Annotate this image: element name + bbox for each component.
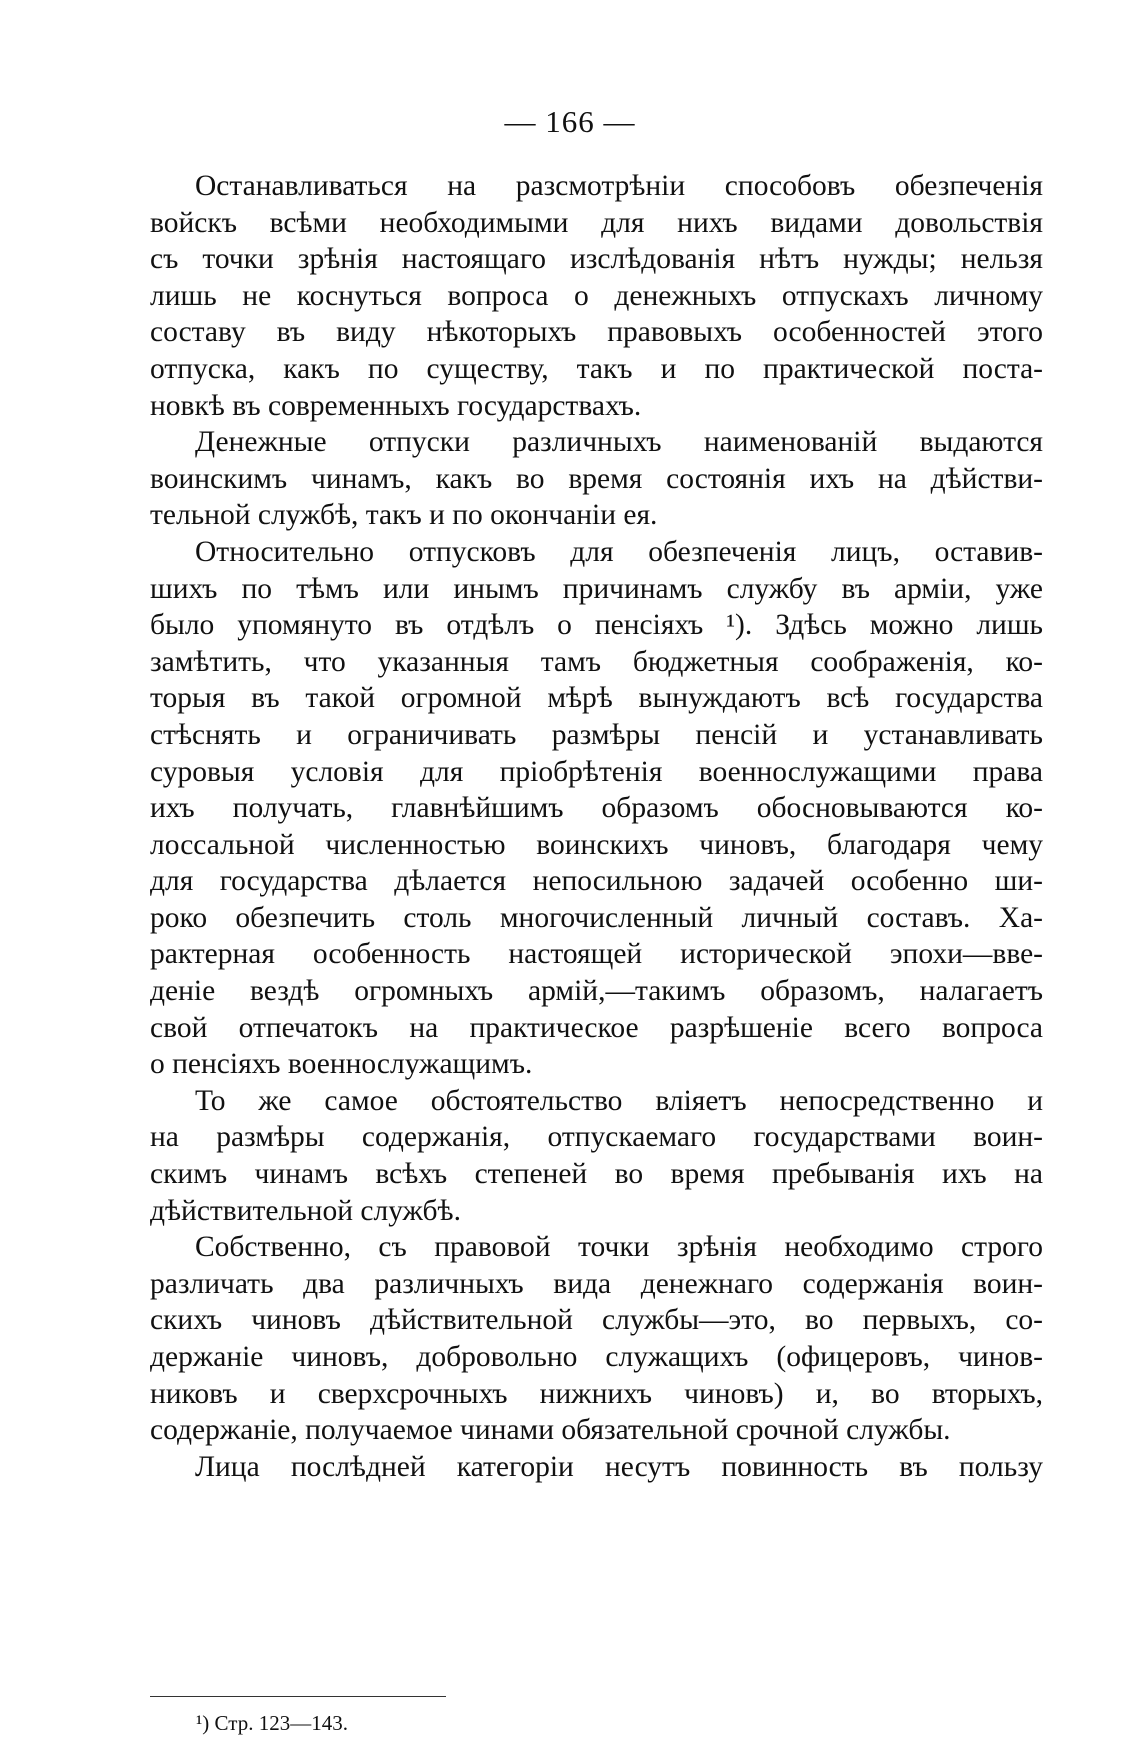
- text-line: стѣснять и ограничивать размѣры пенсій и устанавливать: [150, 718, 1043, 751]
- text-line: рактерная особенность настоящей исторической эпохи—вве-: [150, 938, 1043, 971]
- text-line: съ точки зрѣнія настоящаго изслѣдованія нѣтъ нужды; нельзя: [150, 243, 1043, 276]
- text-line: торыя въ такой огромной мѣрѣ вынуждаютъ всѣ государства: [150, 682, 1043, 715]
- text-line: ихъ получать, главнѣйшимъ образомъ обосновываются ко-: [150, 792, 1043, 825]
- footnote-marker: ¹): [196, 1711, 210, 1735]
- text-line: скихъ чиновъ дѣйствительной службы—это, во первыхъ, со-: [150, 1304, 1043, 1337]
- text-line: было упомянуто въ отдѣлъ о пенсіяхъ ¹). Здѣсь можно лишь: [150, 609, 1043, 642]
- text-line: отпуска, какъ по существу, такъ и по практической поста-: [150, 352, 1043, 385]
- paragraph: [150, 168, 1043, 424]
- text-line: на размѣры содержанія, отпускаемаго государствами воин-: [150, 1121, 1043, 1154]
- text-line: содержаніе, получаемое чинами обязательной срочной службы.: [150, 1414, 951, 1447]
- text-line: держаніе чиновъ, добровольно служащихъ (офицеровъ, чинов-: [150, 1341, 1043, 1373]
- paragraph: [150, 1449, 1043, 1486]
- text-line: составу въ виду нѣкоторыхъ правовыхъ особенностей этого: [150, 316, 1043, 349]
- text-line: о пенсіяхъ военнослужащимъ.: [150, 1048, 533, 1081]
- text-line: скимъ чинамъ всѣхъ степеней во время пребыванія ихъ на: [150, 1158, 1043, 1191]
- text-line: свой отпечатокъ на практическое разрѣшеніе всего вопроса: [150, 1011, 1043, 1044]
- text-line: Денежные отпуски различныхъ наименованій выдаются: [195, 426, 1043, 459]
- page-number: — 166 —: [504, 104, 636, 139]
- text-line: суровыя условія для пріобрѣтенія военнослужащими права: [150, 755, 1043, 788]
- paragraph: [150, 534, 1043, 1083]
- text-line: Относительно отпусковъ для обезпеченія лицъ, оставив-: [195, 535, 1043, 568]
- text-line: никовъ и сверхсрочныхъ нижнихъ чиновъ) и, во вторыхъ,: [150, 1377, 1043, 1410]
- text-line: Лица послѣдней категоріи несутъ повинность въ пользу: [195, 1450, 1043, 1483]
- text-line: войскъ всѣми необходимыми для нихъ видами довольствія: [150, 206, 1043, 239]
- paragraph: [150, 1229, 1043, 1449]
- footnote-text: Стр. 123—143.: [214, 1711, 348, 1735]
- text-line: деніе вездѣ огромныхъ армій,—такимъ образомъ, налагаетъ: [150, 975, 1043, 1008]
- text-line: лишь не коснуться вопроса о денежныхъ отпускахъ личному: [150, 279, 1043, 312]
- text-line: Останавливаться на разсмотрѣніи способовъ обезпеченія: [195, 170, 1043, 202]
- text-line: лоссальной численностью воинскихъ чиновъ, благодаря чему: [150, 828, 1043, 861]
- body-text: [150, 168, 1043, 1485]
- text-line: для государства дѣлается непосильною задачей особенно ши-: [150, 865, 1043, 898]
- footnote: [196, 1710, 348, 1736]
- text-line: То же самое обстоятельство вліяетъ непосредственно и: [195, 1084, 1043, 1117]
- text-line: Собственно, съ правовой точки зрѣнія необходимо строго: [195, 1231, 1043, 1264]
- text-line: воинскимъ чинамъ, какъ во время состоянія ихъ на дѣйстви-: [150, 462, 1043, 495]
- text-line: шихъ по тѣмъ или инымъ причинамъ службу въ арміи, уже: [150, 572, 1043, 605]
- footnote-rule: [150, 1696, 446, 1697]
- text-line: различать два различныхъ вида денежнаго содержанія воин-: [150, 1267, 1043, 1300]
- text-line: дѣйствительной службѣ.: [150, 1194, 461, 1227]
- text-line: замѣтить, что указанныя тамъ бюджетныя соображенія, ко-: [150, 645, 1043, 678]
- text-line: роко обезпечить столь многочисленный личный составъ. Ха-: [150, 901, 1043, 934]
- paragraph: [150, 424, 1043, 534]
- paragraph: [150, 1083, 1043, 1229]
- text-line: новкѣ въ современныхъ государствахъ.: [150, 389, 642, 422]
- text-line: тельной службѣ, такъ и по окончаніи ея.: [150, 499, 658, 532]
